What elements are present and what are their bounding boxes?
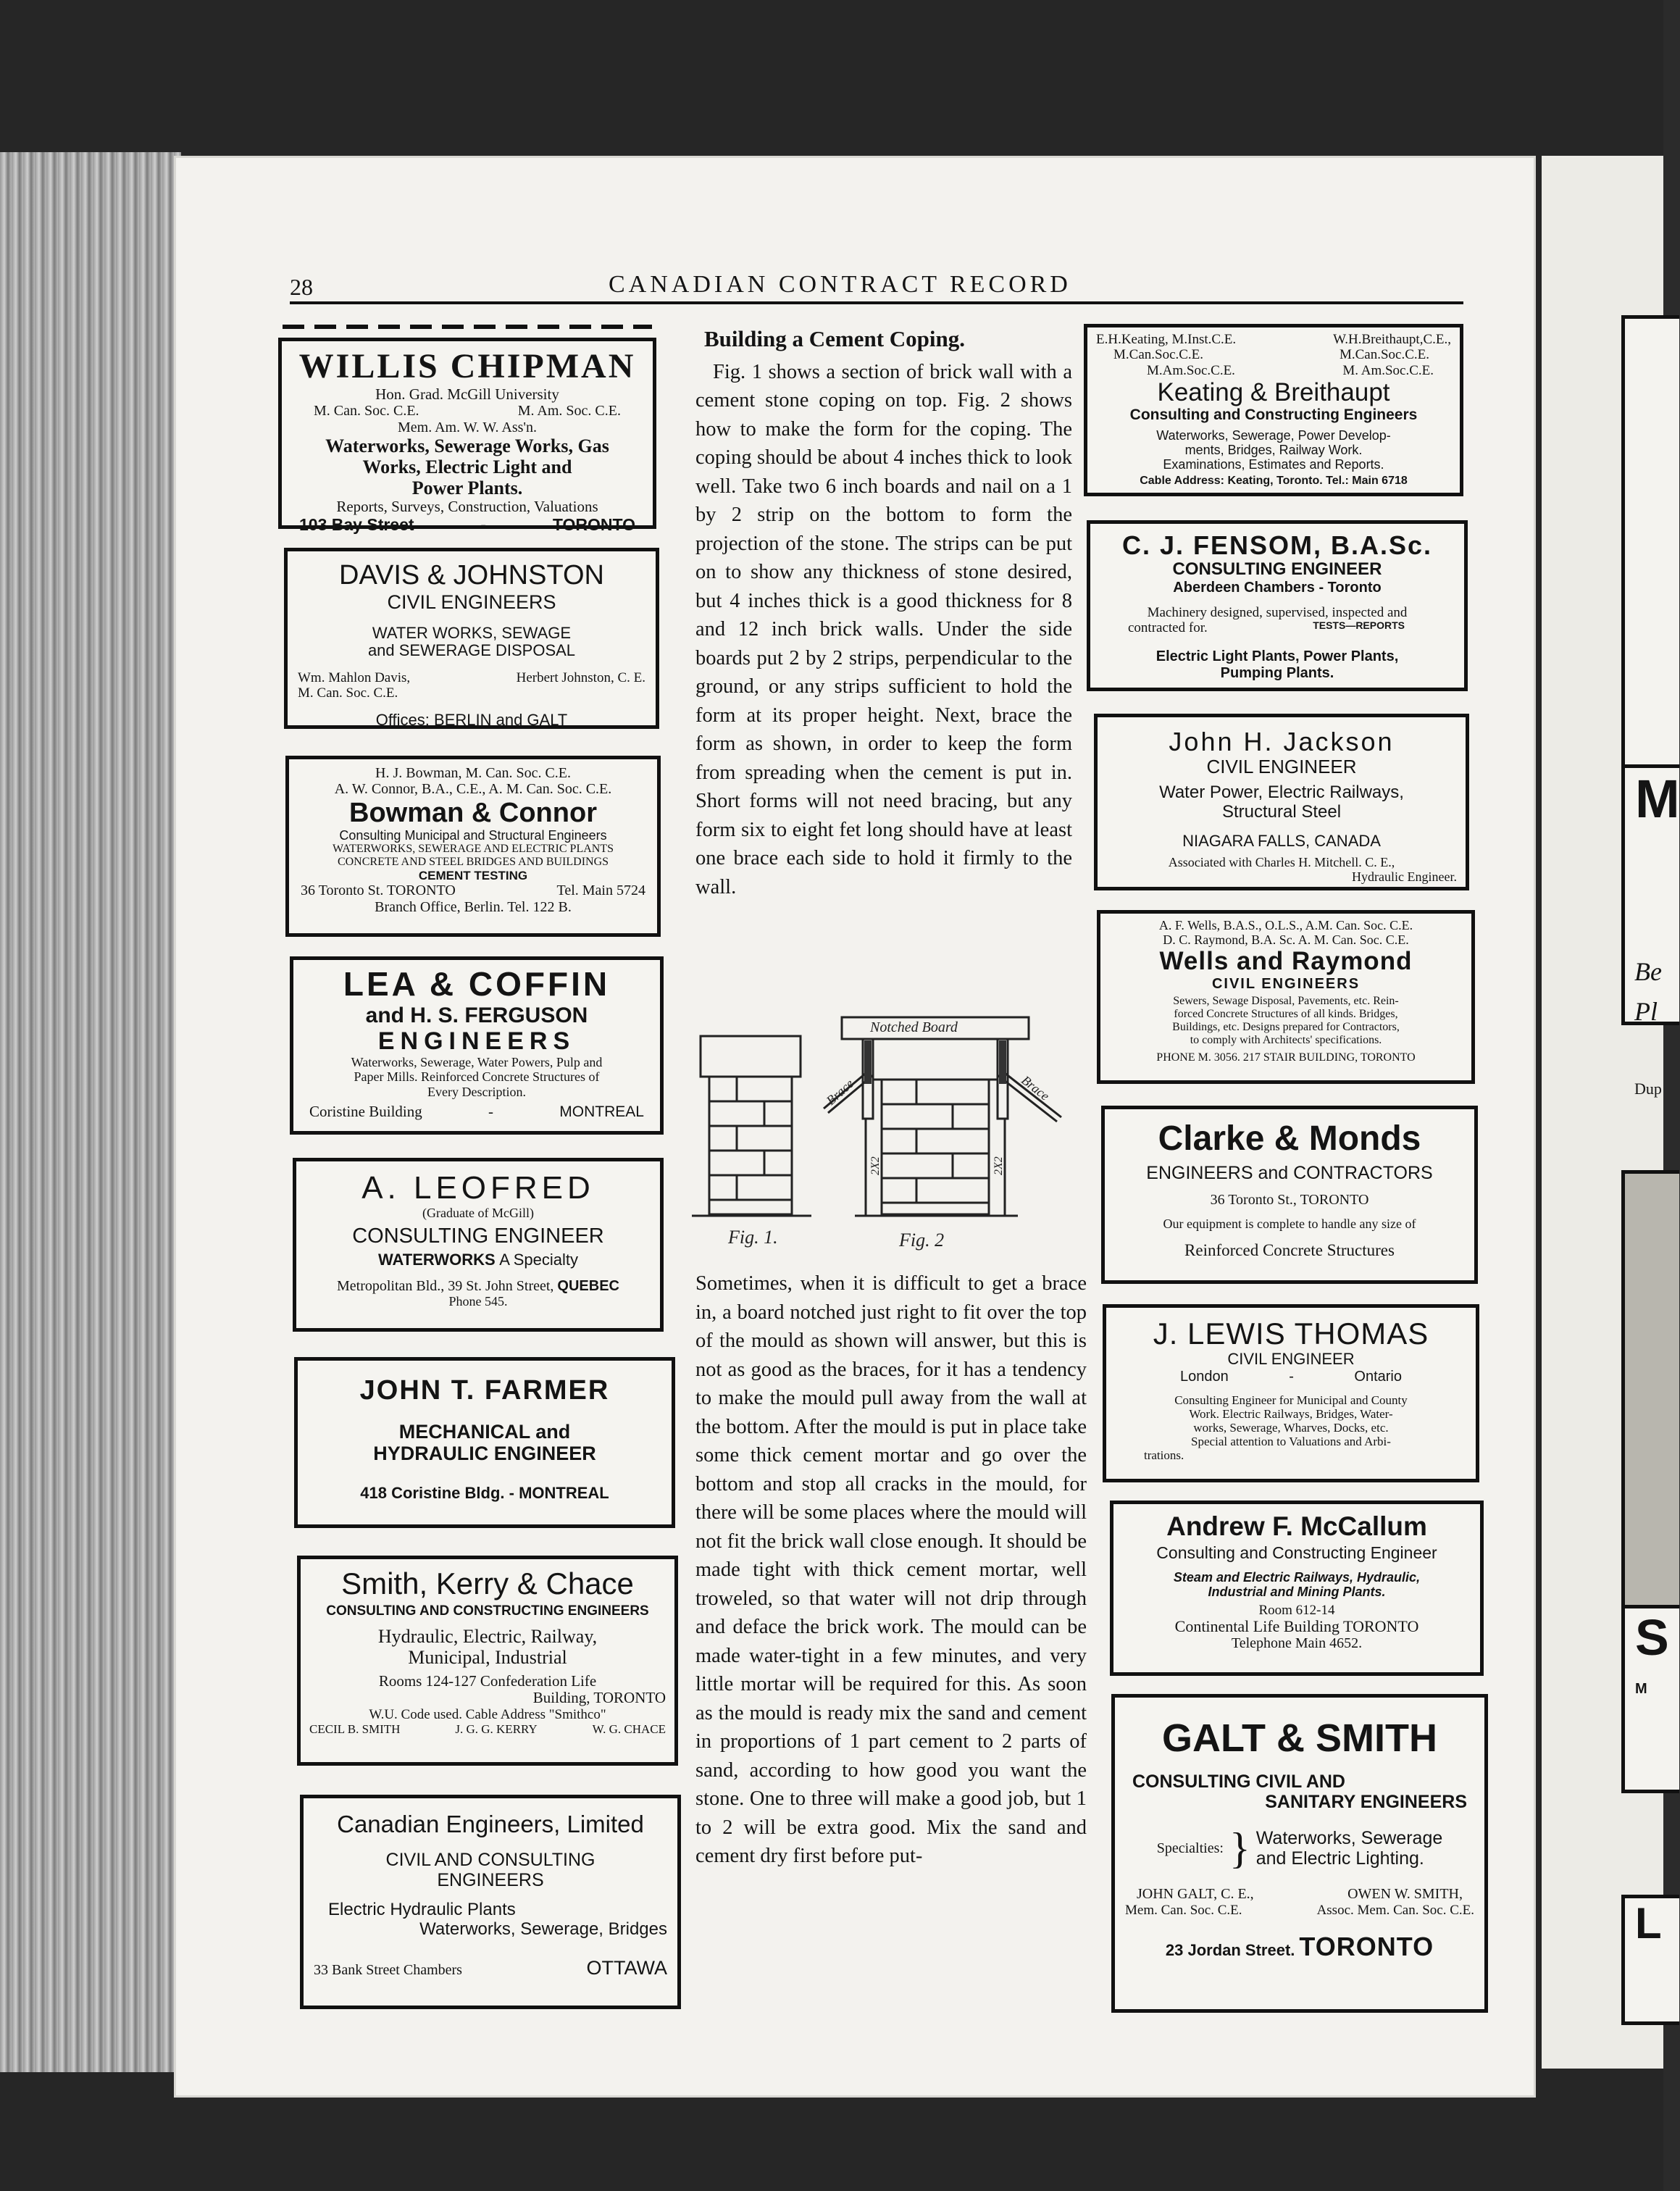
ad-text: Paper Mills. Reinforced Concrete Structures of — [354, 1069, 600, 1085]
ad-text: Every Description. — [427, 1084, 526, 1099]
ad-canadian-engineers — [300, 1795, 681, 2009]
facing-fragment: Dup — [1634, 1080, 1662, 1098]
ad-text: CIVIL ENGINEER — [1206, 756, 1357, 778]
ad-text: ments, Bridges, Railway Work. — [1184, 442, 1363, 457]
ad-text: (Graduate of McGill) — [422, 1206, 534, 1221]
ad-text: 36 Toronto St. TORONTO — [301, 882, 456, 899]
book-page-edges — [0, 152, 181, 2072]
ad-name: Bowman & Connor — [349, 797, 597, 828]
article-paragraph: Fig. 1 shows a section of brick wall with a cement stone coping on top. Fig. 2 shows how to make the form for the coping. The coping should be about 4 inches thick to look well. Take two 6 inch boards and nail on a 1 by 2 strip on the bottom to form the projection of the stone. The strips can be put on to show any thickness of stone desired, but 4 inches thick is a good thickness for 8 and 12 inch brick walls. Under the side boards put 2 by 2 strips, perpendicular to the ground, or any strips sufficient to hold the form at its proper height. Next, brace the form as shown, in order to keep the form from spreading when the cement is put in. Short forms will not need bracing, but any form six to eight fet long should have at least one brace each side to hold it firmly to the wall. — [695, 360, 1072, 898]
ad-text: M. Can. Soc. C.E. — [298, 685, 398, 701]
ad-text: CECIL B. SMITH — [309, 1722, 401, 1736]
ad-text: 36 Toronto St., TORONTO — [1210, 1191, 1369, 1208]
ad-text: Power Plants. — [411, 477, 523, 499]
ad-text: QUEBEC — [557, 1277, 619, 1294]
ad-text: CIVIL ENGINEER — [1227, 1350, 1355, 1369]
ad-text: A. F. Wells, B.A.S., O.L.S., A.M. Can. Soc. C.E. — [1158, 918, 1413, 932]
ad-text: works, Sewerage, Wharves, Docks, etc. — [1193, 1421, 1389, 1435]
ad-text: E.H.Keating, M.Inst.C.E. — [1096, 332, 1237, 347]
running-title: CANADIAN CONTRACT RECORD — [609, 271, 1071, 298]
ad-text: TORONTO — [1299, 1932, 1434, 1962]
ad-text: WATERWORKS — [377, 1250, 496, 1269]
ad-keating-breithaupt — [1084, 324, 1463, 496]
ad-text: contracted for. — [1128, 619, 1208, 635]
ad-name: JOHN T. FARMER — [359, 1375, 610, 1406]
ad-lea-coffin — [290, 956, 664, 1135]
ad-text: CIVIL AND CONSULTING — [385, 1849, 595, 1870]
ad-text: Tel. Main 5724 — [556, 882, 645, 899]
ad-text: HYDRAULIC ENGINEER — [373, 1442, 596, 1464]
ad-name: GALT & SMITH — [1162, 1716, 1437, 1760]
strip-label: 2X2 — [869, 1156, 882, 1175]
ad-text: Mem. Am. W. W. Ass'n. — [398, 419, 537, 435]
ad-clarke-monds — [1101, 1106, 1478, 1284]
ad-leofred — [293, 1158, 664, 1332]
ad-text: W.U. Code used. Cable Address "Smithco" — [369, 1706, 606, 1722]
ad-text: ENGINEERS — [437, 1869, 544, 1890]
ad-text: Special attention to Valuations and Arbi- — [1191, 1435, 1391, 1449]
ad-text: M.Am.Soc.C.E. — [1147, 362, 1235, 378]
ad-text: Steam and Electric Railways, Hydraulic, — [1173, 1570, 1421, 1585]
ad-text: CONCRETE AND STEEL BRIDGES AND BUILDINGS — [337, 856, 609, 869]
ad-name: John H. Jackson — [1169, 727, 1395, 756]
ad-text: Reports, Surveys, Construction, Valuations — [336, 498, 598, 516]
ad-john-jackson — [1094, 714, 1469, 890]
ad-text: OWEN W. SMITH, — [1347, 1886, 1463, 1903]
ad-text: Structural Steel — [1221, 802, 1342, 822]
article-continuation — [695, 1269, 1087, 1871]
ad-text: CEMENT TESTING — [418, 869, 528, 883]
ad-text: OTTAWA — [586, 1956, 667, 1979]
ad-name: A. LEOFRED — [362, 1170, 595, 1206]
ad-name: DAVIS & JOHNSTON — [339, 560, 604, 590]
header-rule — [290, 301, 1463, 304]
ad-bowman-connor — [285, 756, 661, 937]
ad-andrew-mccallum — [1110, 1501, 1484, 1676]
ad-text: Waterworks, Sewerage, Bridges — [419, 1919, 667, 1939]
ad-text: Consulting Engineer for Municipal and County — [1174, 1393, 1408, 1408]
ad-text: A. W. Connor, B.A., C.E., A. M. Can. Soc. C.E. — [334, 781, 612, 798]
ad-davis-johnston — [284, 548, 659, 729]
ad-text: Rooms 124-127 Confederation Life — [378, 1672, 597, 1690]
ad-text: Waterworks, Sewerage, Water Powers, Pulp and — [351, 1055, 603, 1070]
ad-text: 418 Coristine Bldg. - MONTREAL — [360, 1484, 609, 1503]
ad-text: Continental Life Building TORONTO — [1174, 1616, 1419, 1635]
ad-text: and H. S. FERGUSON — [365, 1003, 588, 1027]
ad-text: forced Concrete Structures of all kinds. Bridges, — [1174, 1007, 1398, 1020]
page-number: 28 — [290, 274, 313, 300]
ad-text: Aberdeen Chambers - Toronto — [1173, 580, 1382, 596]
ad-fensom — [1087, 520, 1468, 691]
ad-text: Herbert Johnston, C. E. — [516, 670, 645, 686]
ad-name: Clarke & Monds — [1158, 1119, 1421, 1158]
ad-name: Canadian Engineers, Limited — [337, 1811, 644, 1837]
ad-text: Pumping Plants. — [1220, 664, 1334, 681]
ad-text: Consulting and Constructing Engineers — [1129, 406, 1418, 423]
facing-fragment: S — [1635, 1609, 1669, 1666]
ad-text: Consulting Municipal and Structural Engineers — [339, 828, 607, 843]
ad-text: Work. Electric Railways, Bridges, Water- — [1189, 1407, 1393, 1422]
ad-text: W. G. CHACE — [592, 1722, 666, 1736]
ad-text: Hon. Grad. McGill University — [375, 385, 559, 403]
ad-text: TORONTO — [552, 514, 635, 534]
ad-text: Hydraulic, Electric, Railway, — [377, 1626, 598, 1648]
ad-text: Associated with Charles H. Mitchell. C. E., — [1168, 854, 1395, 869]
ad-text: D. C. Raymond, B.A. Sc. A. M. Can. Soc. C.E. — [1163, 932, 1409, 948]
ad-text: Phone 545. — [448, 1293, 508, 1309]
ad-text: Machinery designed, supervised, inspected and — [1147, 604, 1408, 620]
ad-text: - — [1289, 1368, 1294, 1385]
ad-text: MONTREAL — [559, 1103, 644, 1120]
facing-ad-box — [1621, 1895, 1679, 2025]
brace-label: Brace — [1019, 1072, 1053, 1103]
facing-fragment: Be — [1634, 957, 1662, 986]
ad-text: Our equipment is complete to handle any size of — [1163, 1216, 1416, 1232]
ad-text: ENGINEERS — [377, 1027, 576, 1056]
ad-text: CONSULTING AND CONSTRUCTING ENGINEERS — [326, 1603, 649, 1619]
ad-text: CONSULTING CIVIL AND — [1132, 1771, 1345, 1793]
ad-text: M.Can.Soc.C.E. — [1339, 347, 1429, 363]
ad-text: CIVIL ENGINEERS — [387, 590, 556, 613]
ad-text: Electric Light Plants, Power Plants, — [1155, 648, 1399, 665]
ad-text: M. Am.Soc.C.E. — [1342, 362, 1434, 378]
ad-text: CONSULTING ENGINEER — [352, 1224, 604, 1248]
ad-text: Mem. Can. Soc. C.E. — [1125, 1902, 1242, 1918]
ad-text: W.H.Breithaupt,C.E., — [1333, 332, 1451, 347]
ad-galt-smith: GALT & SMITH CONSULTING CIVIL AND SANITARY ENGINEERS Specialties: } Waterworks, Sewerage and Electric Lighting. JOHN GALT, C. E., OWEN W. SMITH, Mem. Can. Soc. C.E. Assoc. Mem. Can. Soc. C.E. 23 Jordan Street. TORONTO — [1111, 1694, 1488, 2013]
ad-text: Waterworks, Sewerage Works, Gas — [325, 435, 609, 457]
ad-name: Smith, Kerry & Chace — [341, 1566, 634, 1601]
ad-text: Electric Hydraulic Plants — [328, 1899, 516, 1919]
ad-text: Specialties: — [1156, 1840, 1224, 1857]
article-title: Building a Cement Coping. — [704, 326, 966, 351]
article-paragraph: Sometimes, when it is difficult to get a brace in, a board notched just right to fit over the top of the mould as shown will answer, but this is not as good as the braces, for it has a tendency to make the mould pull away from the wall at the bottom. After the mould is put in place take some thick cement mortar and go over the bottom and stop all cracks in the mould, for there will be some places where the mould will not fit the brick wall close enough. It should be made tight with thick cement mortar, well troweled, so that water will not drip through and deface the brick work. The mould can be made water-tight in a few minutes, and very little mortar will be required for this. As soon as the mould is ready mix the sand and cement in proportions of 1 part cement to 2 parts of sand, according to how good you want the stone. One to three will make a good job, but 1 to 2 will be extra good. Mix the sand and cement dry first before put- — [695, 1272, 1087, 1867]
ad-text: London — [1180, 1368, 1229, 1385]
coping-diagram — [692, 1007, 1083, 1253]
ad-text: Buildings, etc. Designs prepared for Contractors, — [1172, 1020, 1400, 1033]
ad-name: C. J. FENSOM, B.A.Sc. — [1121, 530, 1433, 560]
ad-text: Metropolitan Bld., 39 St. John Street, — [336, 1277, 554, 1294]
ad-text: PHONE M. 3056. 217 STAIR BUILDING, TORONTO — [1156, 1051, 1416, 1064]
ad-text: ENGINEERS and CONTRACTORS — [1146, 1162, 1433, 1183]
ad-wells-raymond — [1097, 910, 1475, 1084]
ad-name: Wells and Raymond — [1159, 947, 1413, 976]
ad-text: SANITARY ENGINEERS — [1265, 1792, 1467, 1813]
ad-smith-kerry-chace — [297, 1556, 678, 1766]
ad-text: Municipal, Industrial — [408, 1647, 567, 1669]
ad-john-farmer — [294, 1357, 675, 1528]
ad-text: Water Power, Electric Railways, — [1159, 783, 1404, 803]
facing-fragment: M — [1635, 1681, 1647, 1697]
ad-text: to comply with Architects' specifications. — [1190, 1033, 1382, 1046]
ad-text: Building, TORONTO — [532, 1689, 666, 1707]
ad-text: WATERWORKS, SEWERAGE AND ELECTRIC PLANTS — [333, 843, 614, 856]
ad-text: Wm. Mahlon Davis, — [298, 670, 411, 686]
ad-text: CIVIL ENGINEERS — [1211, 975, 1361, 992]
facing-ad-box — [1621, 1605, 1679, 1793]
ad-text: Branch Office, Berlin. Tel. 122 B. — [375, 898, 572, 915]
ad-text: TESTS—REPORTS — [1313, 619, 1405, 631]
ad-name: Keating & Breithaupt — [1157, 377, 1390, 406]
notched-board-label: Notched Board — [870, 1019, 958, 1035]
ad-text: 33 Bank Street Chambers — [314, 1961, 462, 1978]
ad-text: and SEWERAGE DISPOSAL — [367, 641, 576, 660]
ad-text: NIAGARA FALLS, CANADA — [1182, 832, 1381, 851]
ad-text: A Specialty — [499, 1250, 579, 1269]
facing-fragment: M — [1635, 769, 1680, 829]
brace-label: Brace — [823, 1076, 857, 1108]
ad-lewis-thomas — [1103, 1304, 1479, 1482]
ornament-rule — [283, 325, 652, 329]
facing-page — [1542, 156, 1680, 2069]
ad-text: Offices: BERLIN and GALT — [375, 710, 568, 729]
facing-fragment: Pl — [1634, 997, 1658, 1026]
ad-text: Waterworks, Sewerage — [1255, 1828, 1443, 1849]
ad-text: Waterworks, Sewerage, Power Develop- — [1156, 427, 1391, 443]
article-column — [695, 325, 1072, 901]
ad-text: J. G. G. KERRY — [455, 1722, 538, 1736]
ad-text: - — [488, 1102, 494, 1120]
ad-text: Reinforced Concrete Structures — [1184, 1241, 1395, 1260]
ad-text: Telephone Main 4652. — [1231, 1635, 1363, 1652]
strip-label: 2X2 — [992, 1156, 1005, 1175]
ad-text: Consulting and Constructing Engineer — [1156, 1543, 1437, 1563]
ad-text: WATER WORKS, SEWAGE — [372, 623, 572, 642]
ad-text: M. Can. Soc. C.E. — [314, 403, 419, 420]
ad-text: Ontario — [1354, 1368, 1402, 1385]
ad-text: MECHANICAL and — [398, 1420, 571, 1443]
ad-text: Coristine Building — [309, 1102, 422, 1120]
ad-text: H. J. Bowman, M. Can. Soc. C.E. — [375, 765, 571, 781]
ad-text: JOHN GALT, C. E., — [1137, 1886, 1254, 1903]
fig2-label: Fig. 2 — [899, 1230, 945, 1251]
ad-text: Hydraulic Engineer. — [1352, 869, 1457, 884]
ad-name: Andrew F. McCallum — [1166, 1511, 1427, 1541]
ad-text: trations. — [1144, 1448, 1184, 1463]
coping-figure — [692, 1007, 1083, 1253]
ad-text: Industrial and Mining Plants. — [1208, 1585, 1386, 1600]
ad-name: WILLIS CHIPMAN — [298, 347, 636, 385]
ad-text: Assoc. Mem. Can. Soc. C.E. — [1316, 1902, 1474, 1918]
ad-text: M.Can.Soc.C.E. — [1113, 347, 1204, 363]
ad-text: - — [480, 514, 487, 534]
ad-text: Sewers, Sewage Disposal, Pavements, etc. Rein- — [1173, 994, 1399, 1007]
ad-willis-chipman — [278, 338, 656, 534]
ad-text: Works, Electric Light and — [362, 456, 572, 478]
ad-text: 103 Bay Street — [299, 514, 414, 534]
ad-name: LEA & COFFIN — [343, 965, 611, 1003]
ad-text: Cable Address: Keating, Toronto. Tel.: Main 6718 — [1140, 474, 1408, 487]
page-header — [290, 271, 1463, 304]
ad-text: and Electric Lighting. — [1255, 1848, 1424, 1869]
facing-fragment: L — [1635, 1899, 1662, 1948]
ad-text: Room 612-14 — [1258, 1602, 1335, 1618]
fig1-label: Fig. 1. — [728, 1227, 778, 1248]
ad-text: 23 Jordan Street. — [1165, 1941, 1295, 1960]
ad-text: CONSULTING ENGINEER — [1172, 559, 1382, 580]
ad-text: M. Am. Soc. C.E. — [517, 403, 621, 420]
ad-text: Examinations, Estimates and Reports. — [1163, 456, 1384, 472]
ad-name: J. LEWIS THOMAS — [1153, 1316, 1429, 1351]
